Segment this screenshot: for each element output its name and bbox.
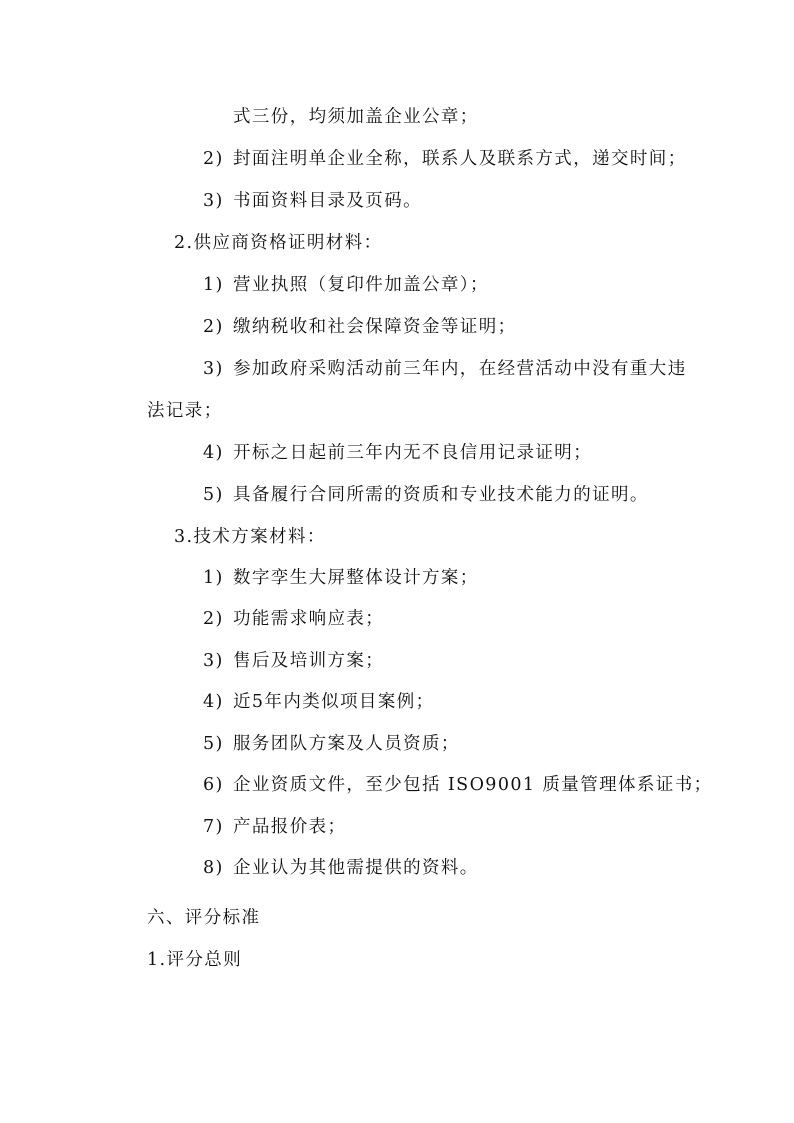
list-number: 2)	[203, 609, 224, 629]
list-number: 2)	[203, 317, 224, 337]
line-text: 具备履行合同所需的资质和专业技术能力的证明。	[233, 485, 649, 505]
list-number: 8)	[203, 858, 224, 878]
list-item	[203, 273, 489, 297]
paragraph-line	[233, 105, 479, 129]
line-text: 封面注明单企业全称，联系人及联系方式，递交时间；	[233, 149, 687, 169]
line-text: 1.评分总则	[147, 950, 243, 970]
list-number: 4)	[203, 443, 224, 463]
list-item	[203, 566, 479, 590]
list-item	[203, 441, 592, 465]
list-number: 7)	[203, 817, 224, 837]
section-heading	[174, 525, 326, 549]
line-text: 开标之日起前三年内无不良信用记录证明；	[233, 443, 593, 463]
list-number: 3)	[203, 651, 224, 671]
line-text: 营业执照（复印件加盖公章）；	[233, 275, 489, 295]
line-text: 六、评分标准	[147, 908, 261, 928]
list-number: 1)	[203, 275, 224, 295]
section-heading	[147, 948, 242, 972]
line-text: 近5年内类似项目案例；	[233, 692, 435, 712]
list-item	[203, 607, 384, 631]
list-number: 4)	[203, 692, 224, 712]
list-item	[203, 732, 460, 756]
line-text: 3.技术方案材料：	[174, 527, 326, 547]
line-text: 产品报价表；	[233, 817, 347, 837]
list-number: 6)	[203, 775, 224, 795]
list-number: 2)	[203, 149, 224, 169]
line-text: 售后及培训方案；	[233, 651, 385, 671]
line-text: 功能需求响应表；	[233, 609, 385, 629]
list-item	[203, 357, 687, 381]
line-text: 法记录；	[147, 401, 223, 421]
list-number: 5)	[203, 734, 224, 754]
line-text: 缴纳税收和社会保障资金等证明；	[233, 317, 517, 337]
list-number: 3)	[203, 191, 224, 211]
list-item	[203, 189, 422, 213]
chapter-heading	[147, 906, 260, 930]
line-text: 2.供应商资格证明材料：	[174, 233, 383, 253]
list-number: 5)	[203, 485, 224, 505]
line-text: 企业资质文件，至少包括 ISO9001 质量管理体系证书；	[233, 775, 713, 795]
list-item	[203, 856, 479, 880]
line-text: 企业认为其他需提供的资料。	[233, 858, 479, 878]
line-text: 数字孪生大屏整体设计方案；	[233, 568, 479, 588]
list-item	[203, 815, 346, 839]
paragraph-line	[147, 399, 223, 423]
list-item	[203, 315, 517, 339]
line-text: 式三份，均须加盖企业公章；	[233, 107, 479, 127]
list-item	[203, 649, 384, 673]
list-item	[203, 147, 687, 171]
list-item	[203, 690, 435, 714]
section-heading	[174, 231, 383, 255]
list-item	[203, 773, 713, 797]
line-text: 参加政府采购活动前三年内，在经营活动中没有重大违	[233, 359, 687, 379]
line-text: 服务团队方案及人员资质；	[233, 734, 460, 754]
list-number: 1)	[203, 568, 224, 588]
list-number: 3)	[203, 359, 224, 379]
list-item	[203, 483, 649, 507]
line-text: 书面资料目录及页码。	[233, 191, 422, 211]
